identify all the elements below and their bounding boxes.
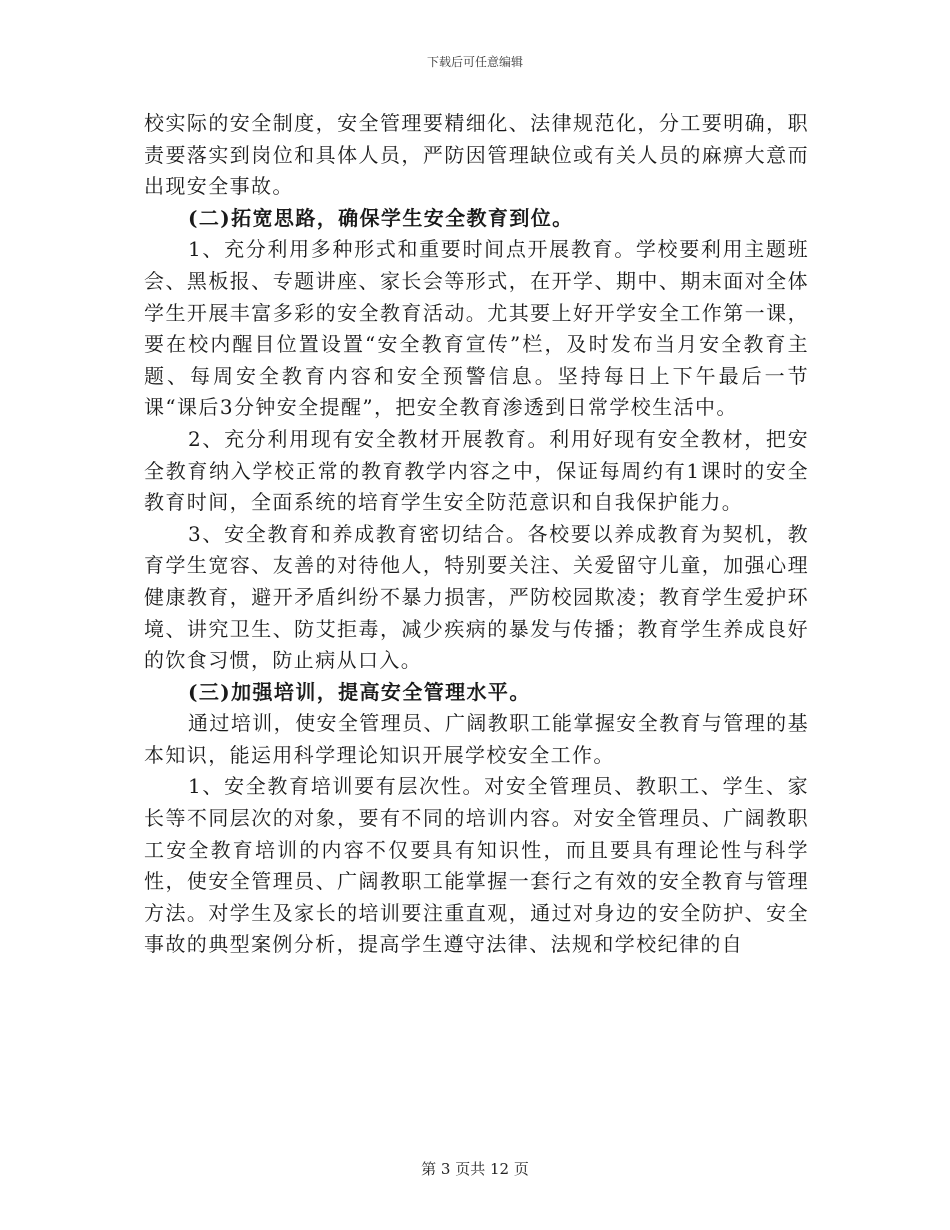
document-body	[144, 108, 809, 961]
paragraph-item-1: 1、充分利用多种形式和重要时间点开展教育。学校要利用主题班会、黑板报、专题讲座、家长会等形式，在开学、期中、期末面对全体学生开展丰富多彩的安全教育活动。尤其要上好开学安全工作第一课，要在校内醒目位置设置“安全教育宣传”栏，及时发布当月安全教育主题、每周安全教育内容和安全预警信息。坚持每日上下午最后一节课“课后3分钟安全提醒”，把安全教育渗透到日常学校生活中。	[144, 237, 809, 420]
section-heading-2: (二)拓宽思路，确保学生安全教育到位。	[188, 205, 574, 230]
paragraph-continuation: 校实际的安全制度，安全管理要精细化、法律规范化，分工要明确，职责要落实到岗位和具体人员，严防因管理缺位或有关人员的麻痹大意而出现安全事故。	[144, 111, 809, 199]
paragraph-intro: 通过培训，使安全管理员、广阔教职工能掌握安全教育与管理的基本知识，能运用科学理论知识开展学校安全工作。	[144, 711, 809, 767]
paragraph-item-3: 3、安全教育和养成教育密切结合。各校要以养成教育为契机，教育学生宽容、友善的对待他人，特别要关注、关爱留守儿童，加强心理健康教育，避开矛盾纠纷不暴力损害，严防校园欺凌；教育学生爱护环境、讲究卫生、防艾拒毒，减少疾病的暴发与传播；教育学生养成良好的饮食习惯，防止病从口入。	[144, 521, 809, 673]
paragraph-training-1: 1、安全教育培训要有层次性。对安全管理员、教职工、学生、家长等不同层次的对象，要有不同的培训内容。对安全管理员、广阔教职工安全教育培训的内容不仅要具有知识性，而且要具有理论性与科学性，使安全管理员、广阔教职工能掌握一套行之有效的安全教育与管理方法。对学生及家长的培训要注重直观，通过对身边的安全防护、安全事故的典型案例分析，提高学生遵守法律、法规和学校纪律的自	[144, 774, 809, 957]
page-header: 下载后可任意编辑	[426, 55, 523, 69]
paragraph-item-2: 2、充分利用现有安全教材开展教育。利用好现有安全教材，把安全教育纳入学校正常的教育教学内容之中，保证每周约有1课时的安全教育时间，全面系统的培育学生安全防范意识和自我保护能力。	[144, 426, 809, 515]
section-heading-3: (三)加强培训，提高安全管理水平。	[188, 679, 531, 704]
page-number: 第 3 页共 12 页	[421, 1160, 529, 1178]
